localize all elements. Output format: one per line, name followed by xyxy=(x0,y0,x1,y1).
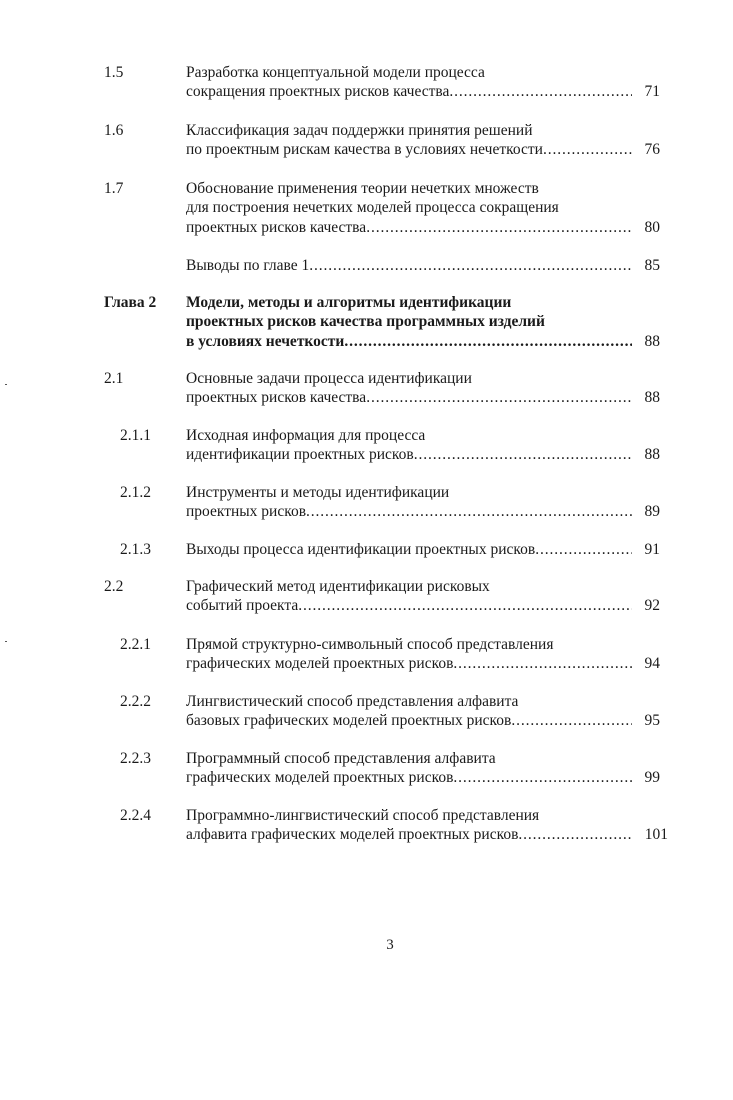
entry-title-line: Инструменты и методы идентификации xyxy=(186,484,450,501)
entry-page: 89 xyxy=(644,503,660,521)
entry-title-line: Выводы по главе 1 xyxy=(186,257,310,274)
leader-dots xyxy=(543,140,632,159)
leader-dots xyxy=(535,540,632,559)
entry-title-line: Графический метод идентификации рисковых xyxy=(186,578,490,595)
leader-dots xyxy=(453,654,632,673)
entry-number: 2.2.3 xyxy=(120,750,151,767)
entry-page: 92 xyxy=(644,597,660,615)
entry-number: 2.1.2 xyxy=(120,484,151,501)
entry-title-line: Выходы процесса идентификации проектных рисков xyxy=(186,541,536,558)
entry-page: 80 xyxy=(644,218,660,236)
scan-speck xyxy=(5,641,7,642)
entry-page: 95 xyxy=(644,712,660,730)
entry-page: 71 xyxy=(644,83,660,101)
scan-speck xyxy=(5,384,7,385)
entry-title-line: Программный способ представления алфавита xyxy=(186,750,496,767)
leader-dots xyxy=(366,218,632,237)
entry-page: 94 xyxy=(644,655,660,673)
entry-page: 101 xyxy=(644,826,668,844)
leader-dots xyxy=(344,332,632,351)
entry-title-line: по проектным рискам качества в условиях нечеткости xyxy=(186,141,543,159)
entry-number: 1.5 xyxy=(104,64,124,81)
entry-number: 2.1.1 xyxy=(120,427,151,444)
entry-title-line: сокращения проектных рисков качества xyxy=(186,83,450,101)
entry-title-line: в условиях нечеткости xyxy=(186,332,345,350)
entry-title-line: базовых графических моделей проектных рисков xyxy=(186,712,512,730)
leader-dots xyxy=(306,502,632,521)
page-number: 3 xyxy=(386,937,394,953)
entry-page: 85 xyxy=(644,257,660,274)
leader-dots xyxy=(518,825,632,844)
entry-page: 91 xyxy=(644,541,660,558)
leader-dots xyxy=(414,445,632,464)
leader-dots xyxy=(298,596,632,615)
entry-title-line: для построения нечетких моделей процесса сокращения xyxy=(186,199,559,217)
leader-dots xyxy=(453,768,632,787)
chapter-label: Глава 2 xyxy=(104,294,157,311)
entry-title-line: идентификации проектных рисков xyxy=(186,446,414,464)
entry-number: 2.2 xyxy=(104,578,124,595)
entry-title-line: Исходная информация для процесса xyxy=(186,427,426,444)
entry-title-line: Прямой структурно-символьный способ представления xyxy=(186,636,554,653)
leader-dots xyxy=(309,256,632,275)
entry-number: 1.7 xyxy=(104,180,124,197)
entry-title-line: Классификация задач поддержки принятия решений xyxy=(186,122,533,139)
entry-page: 99 xyxy=(644,769,660,787)
entry-page: 88 xyxy=(644,389,660,407)
entry-number: 2.2.2 xyxy=(120,693,151,710)
entry-title-line: Лингвистический способ представления алфавита xyxy=(186,693,519,710)
entry-title-line: Основные задачи процесса идентификации xyxy=(186,370,472,387)
entry-number: 2.2.1 xyxy=(120,636,151,653)
entry-title-line: проектных рисков качества xyxy=(186,218,367,236)
entry-title-line: проектных рисков качества программных изделий xyxy=(186,313,545,331)
leader-dots xyxy=(511,711,632,730)
entry-title-line: алфавита графических моделей проектных рисков xyxy=(186,826,519,844)
entry-title-line: Обоснование применения теории нечетких множеств xyxy=(186,180,539,197)
entry-title-line: Программно-лингвистический способ представления xyxy=(186,807,540,824)
entry-page: 76 xyxy=(644,141,660,159)
entry-title-line: проектных рисков качества xyxy=(186,389,367,407)
entry-page: 88 xyxy=(644,446,660,464)
entry-page: 88 xyxy=(644,332,660,350)
entry-title-line: графических моделей проектных рисков xyxy=(186,769,454,787)
entry-number: 2.1.3 xyxy=(120,541,151,558)
entry-title-line: Модели, методы и алгоритмы идентификации xyxy=(186,294,512,311)
entry-title-line: проектных рисков xyxy=(186,503,307,521)
entry-number: 2.1 xyxy=(104,370,124,387)
entry-number: 2.2.4 xyxy=(120,807,151,824)
entry-title-line: графических моделей проектных рисков xyxy=(186,655,454,673)
entry-title-line: событий проекта xyxy=(186,597,299,615)
leader-dots xyxy=(366,388,632,407)
entry-number: 1.6 xyxy=(104,122,124,139)
entry-title-line: Разработка концептуальной модели процесса xyxy=(186,64,485,81)
leader-dots xyxy=(449,82,632,101)
